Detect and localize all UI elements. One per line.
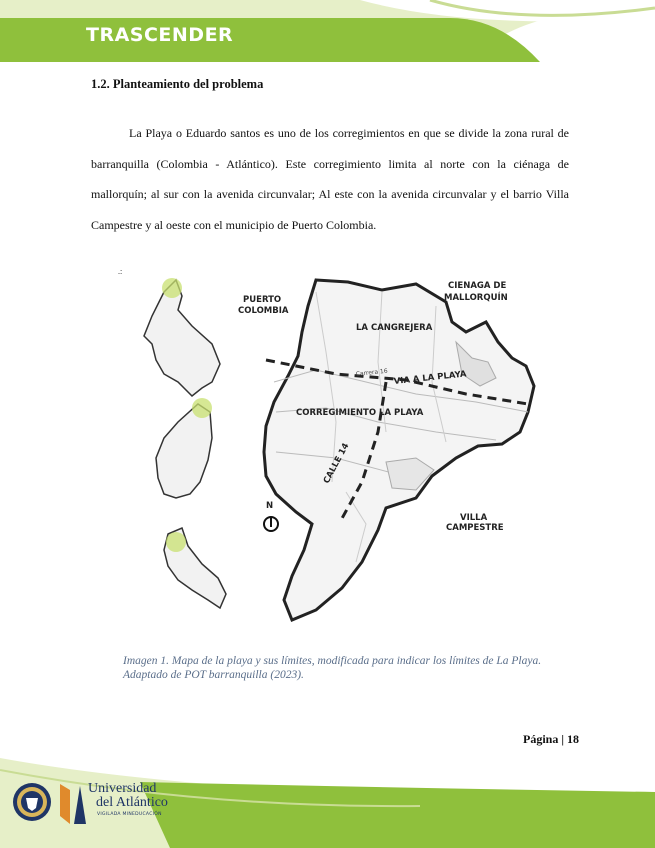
corner-mark: .:	[118, 267, 123, 276]
university-sub: VIGILADA MINEDUCACIÓN	[97, 812, 162, 817]
colombia-inset-map	[144, 278, 220, 396]
label-calle-14: CALLE 14	[321, 441, 352, 486]
label-villa-line2: CAMPESTRE	[446, 523, 504, 533]
label-carrera: Carrera 16	[355, 367, 388, 378]
label-cienaga-line2: MALLORQUÍN	[444, 293, 508, 303]
university-name-line1: Universidad	[88, 781, 157, 796]
label-puerto-colombia-line2: COLOMBIA	[238, 306, 289, 316]
ua-monogram-icon	[60, 784, 86, 824]
figure-caption: Imagen 1. Mapa de la playa y sus límites, modificada para indicar los límites de La Playa. Adaptado de POT barranquilla (2023).	[123, 655, 542, 681]
map-figure	[116, 262, 546, 647]
body-paragraph	[91, 118, 569, 240]
north-arrow-label: N	[266, 501, 274, 511]
page-number: Página | 18	[523, 732, 579, 746]
label-cienaga-line1: CIENAGA DE	[448, 281, 507, 291]
header-title: TRASCENDER	[86, 24, 234, 46]
section-heading: 1.2. Planteamiento del problema	[91, 77, 264, 91]
label-la-cangrejera: LA CANGREJERA	[356, 323, 433, 333]
north-arrow-icon	[264, 517, 278, 531]
atlantico-inset-map	[156, 398, 212, 498]
label-villa-line1: VILLA	[460, 513, 488, 523]
body-paragraph-text: La Playa o Eduardo santos es uno de los corregimientos en que se divide la zona rural de barranquilla (Colombia - Atlántico). Este corregimiento limita al norte con la ciénaga de mallorquín; al sur con la avenida circunvalar; Al este con la avenida circunvalar y el barrio Villa Campestre y al oeste con el municipio de Puerto Colombia.	[91, 126, 569, 232]
label-corregimiento-la-playa: CORREGIMIENTO LA PLAYA	[296, 408, 424, 418]
university-name-line2: del Atlántico	[96, 795, 168, 810]
barranquilla-inset-map	[164, 528, 226, 608]
university-seal-icon	[13, 783, 51, 821]
label-puerto-colombia-line1: PUERTO	[243, 295, 282, 305]
university-name	[88, 782, 168, 810]
label-via-a-la-playa: VIA A LA PLAYA	[393, 369, 468, 387]
